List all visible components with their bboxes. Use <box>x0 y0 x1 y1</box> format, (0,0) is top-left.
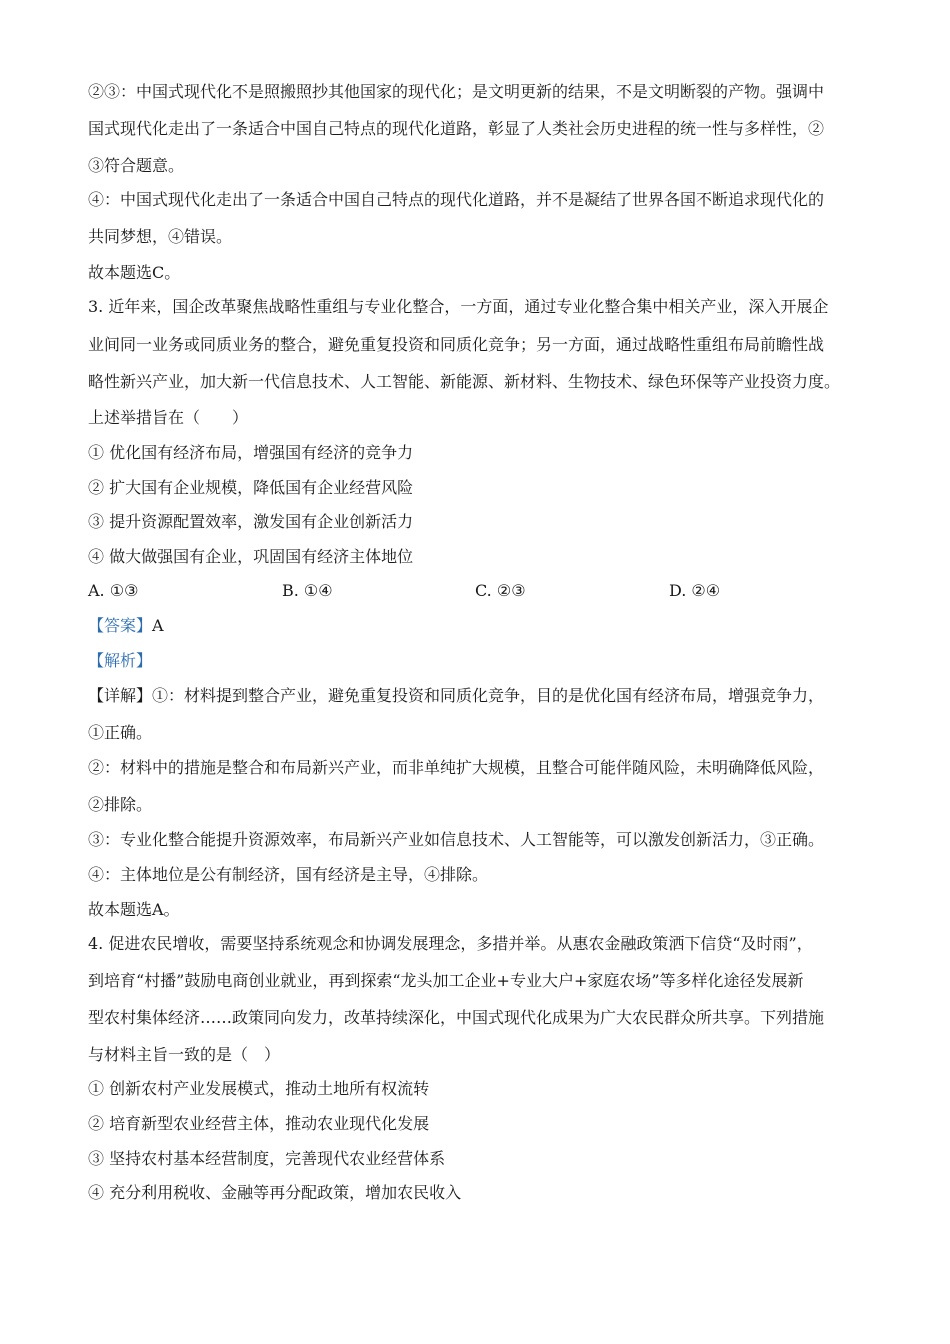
q2-analysis-para2-line2: 共同梦想，④错误。 <box>88 227 233 246</box>
q3-detail-line2: ①正确。 <box>88 723 153 742</box>
q3-choice-a: A. ①③ <box>88 581 139 600</box>
detail-tag: 【详解】 <box>88 686 153 705</box>
q3-choice-b: B. ①④ <box>282 581 333 600</box>
q3-detail-para4: ④：主体地位是公有制经济，国有经济是主导，④排除。 <box>88 865 489 884</box>
q2-conclusion: 故本题选C。 <box>88 263 181 282</box>
q3-item-4: ④ 做大做强国有企业，巩固国有经济主体地位 <box>88 547 414 566</box>
q3-detail-para2-line1: ②：材料中的措施是整合和布局新兴产业，而非单纯扩大规模，且整合可能伴随风险，未明确降低风险， <box>88 758 825 777</box>
q3-conclusion: 故本题选A。 <box>88 900 180 919</box>
q3-item-2: ② 扩大国有企业规模，降低国有企业经营风险 <box>88 478 414 497</box>
analysis-tag: 【解析】 <box>88 651 153 670</box>
q4-item-1: ① 创新农村产业发展模式，推动土地所有权流转 <box>88 1079 430 1098</box>
q3-item-3: ③ 提升资源配置效率，激发国有企业创新活力 <box>88 512 414 531</box>
q3-choice-c: C. ②③ <box>475 581 526 600</box>
q4-item-3: ③ 坚持农村基本经营制度，完善现代农业经营体系 <box>88 1149 446 1168</box>
q3-answer-row <box>88 615 164 637</box>
q3-detail-line1 <box>88 685 824 707</box>
q2-analysis-para1-line2: 国式现代化走出了一条适合中国自己特点的现代化道路，彰显了人类社会历史进程的统一性与多样性，② <box>88 119 825 138</box>
q4-stem-line2: 到培育“村播”鼓励电商创业就业，再到探索“龙头加工企业+专业大户+家庭农场”等多样化途径发展新 <box>88 971 804 990</box>
q3-stem-line3: 略性新兴产业，加大新一代信息技术、人工智能、新能源、新材料、生物技术、绿色环保等产业投资力度。 <box>88 372 841 391</box>
q3-stem-line4: 上述举措旨在（ ） <box>88 408 249 427</box>
q2-analysis-para1-line1: ②③：中国式现代化不是照搬照抄其他国家的现代化；是文明更新的结果，不是文明断裂的产物。强调中 <box>88 82 825 101</box>
q4-item-4: ④ 充分利用税收、金融等再分配政策，增加农民收入 <box>88 1183 462 1202</box>
q4-stem-line3: 型农村集体经济……政策同向发力，改革持续深化，中国式现代化成果为广大农民群众所共享。下列措施 <box>88 1008 825 1027</box>
answer-value: A <box>152 616 164 635</box>
answer-tag: 【答案】 <box>88 616 153 635</box>
q3-detail-para3: ③：专业化整合能提升资源效率，布局新兴产业如信息技术、人工智能等，可以激发创新活力，③正确。 <box>88 830 825 849</box>
q3-analysis-tag <box>88 650 152 672</box>
q2-analysis-para1-line3: ③符合题意。 <box>88 156 185 175</box>
detail-text: ①：材料提到整合产业，避免重复投资和同质化竞争，目的是优化国有经济布局，增强竞争力， <box>152 686 825 705</box>
q4-stem-line4: 与材料主旨一致的是（ ） <box>88 1045 281 1064</box>
q3-stem-line2: 业间同一业务或同质业务的整合，避免重复投资和同质化竞争；另一方面，通过战略性重组布局前瞻性战 <box>88 335 825 354</box>
q4-stem-line1: 4. 促进农民增收，需要坚持系统观念和协调发展理念，多措并举。从惠农金融政策洒下信贷“及时雨”， <box>88 934 813 953</box>
q3-stem-line1: 3. 近年来，国企改革聚焦战略性重组与专业化整合，一方面，通过专业化整合集中相关产业，深入开展企 <box>88 297 829 316</box>
q2-analysis-para2-line1: ④：中国式现代化走出了一条适合中国自己特点的现代化道路，并不是凝结了世界各国不断追求现代化的 <box>88 190 825 209</box>
q4-item-2: ② 培育新型农业经营主体，推动农业现代化发展 <box>88 1114 430 1133</box>
q3-choice-d: D. ②④ <box>669 581 721 600</box>
q3-item-1: ① 优化国有经济布局，增强国有经济的竞争力 <box>88 443 414 462</box>
q3-detail-para2-line2: ②排除。 <box>88 795 153 814</box>
